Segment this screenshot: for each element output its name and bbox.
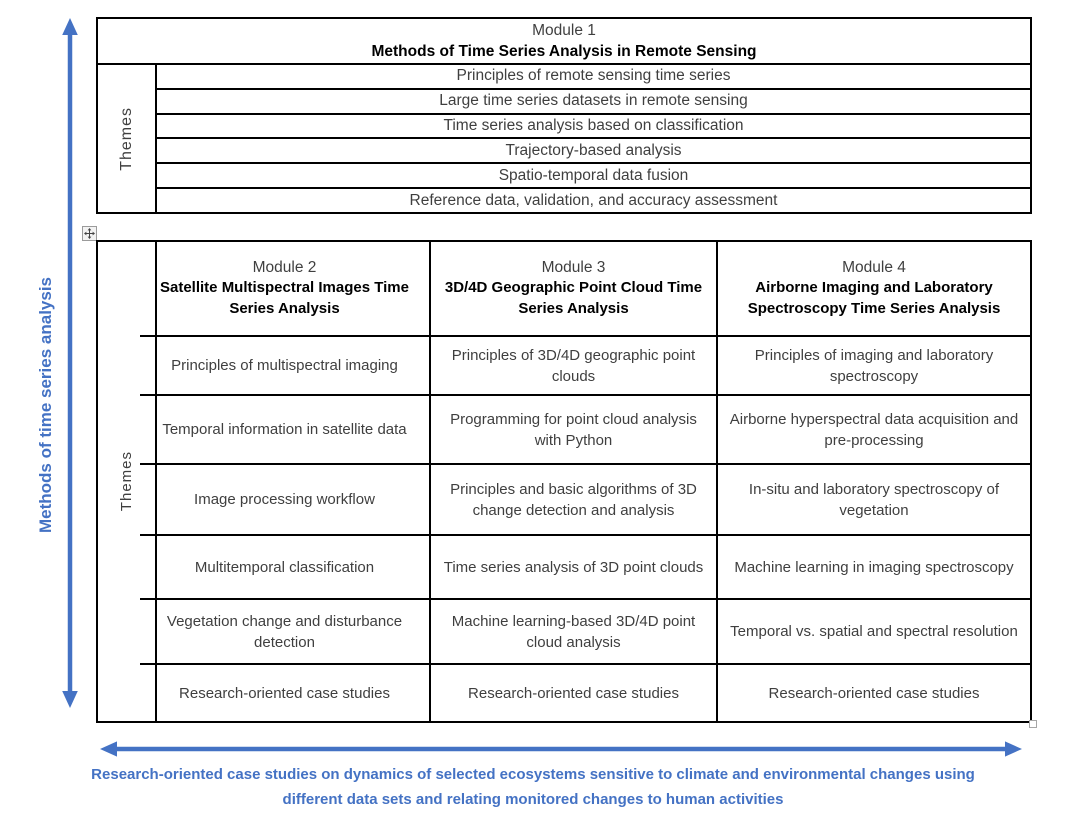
table-cell: Time series analysis of 3D point clouds: [431, 536, 718, 600]
table-cell: Temporal vs. spatial and spectral resolution: [718, 600, 1030, 665]
table-row: Reference data, validation, and accuracy assessment: [409, 191, 778, 209]
vertical-axis-label: Methods of time series analysis: [36, 276, 55, 534]
module2-label: Module 2: [252, 258, 317, 276]
table-cell: Principles of imaging and laboratory spectroscopy: [718, 337, 1030, 396]
module2-header: [140, 242, 431, 337]
table-cell: Principles and basic algorithms of 3D change detection and analysis: [431, 465, 718, 536]
vertical-double-arrow-icon: [59, 18, 81, 708]
table-cell: Principles of 3D/4D geographic point clouds: [431, 337, 718, 396]
table-row: Spatio-temporal data fusion: [157, 164, 1030, 189]
table-cell: Research-oriented case studies: [768, 684, 980, 702]
table-cell: Vegetation change and disturbance detection: [140, 600, 431, 665]
module1-table: [96, 17, 1032, 214]
table-cell: Temporal information in satellite data: [140, 396, 431, 465]
module4-header: [718, 242, 1030, 337]
module1-header: [98, 19, 1030, 65]
modules2-4-table: [96, 240, 1032, 723]
module1-label: Module 1: [532, 22, 596, 39]
themes-label: Themes: [117, 106, 135, 171]
table-cell: Machine learning in imaging spectroscopy: [718, 536, 1030, 600]
table-cell: Machine learning-based 3D/4D point cloud analysis: [431, 600, 718, 665]
module3-title: 3D/4D Geographic Point Cloud Time Series Analysis: [444, 279, 703, 317]
table-row: Time series analysis based on classification: [157, 115, 1030, 140]
table-row: Trajectory-based analysis: [157, 139, 1030, 164]
table-cell: Multitemporal classification: [140, 536, 431, 600]
module3-label: Module 3: [541, 258, 606, 276]
module4-label: Module 4: [842, 258, 906, 276]
table-cell: Principles of multispectral imaging: [140, 337, 431, 396]
module1-themes-cell: [98, 65, 157, 212]
themes-label: Themes: [118, 451, 135, 512]
table-cell: Airborne hyperspectral data acquisition and pre-processing: [718, 396, 1030, 465]
module4-title: Airborne Imaging and Laboratory Spectroscopy Time Series Analysis: [747, 279, 1001, 317]
table-row: Principles of remote sensing time series: [157, 65, 1030, 90]
table-move-handle-icon[interactable]: [82, 226, 97, 241]
table-row: Large time series datasets in remote sensing: [157, 90, 1030, 115]
horizontal-double-arrow-icon: [100, 741, 1022, 757]
table-cell: Research-oriented case studies: [431, 665, 718, 721]
module2-title: Satellite Multispectral Images Time Series Analysis: [160, 279, 409, 317]
table-cell: In-situ and laboratory spectroscopy of vegetation: [718, 465, 1030, 536]
module1-title: Methods of Time Series Analysis in Remote Sensing: [371, 43, 757, 60]
module3-header: [431, 242, 718, 337]
horizontal-axis-label: Research-oriented case studies on dynamics of selected ecosystems sensitive to climate and environmental changes using different data sets and relating monitored changes to human activities: [91, 766, 975, 808]
table-resize-handle-icon[interactable]: [1029, 720, 1037, 728]
module1-theme-rows: [157, 65, 1030, 212]
table-cell: Programming for point cloud analysis with Python: [431, 396, 718, 465]
table-cell: Research-oriented case studies: [140, 665, 431, 721]
table-cell: Image processing workflow: [140, 465, 431, 536]
